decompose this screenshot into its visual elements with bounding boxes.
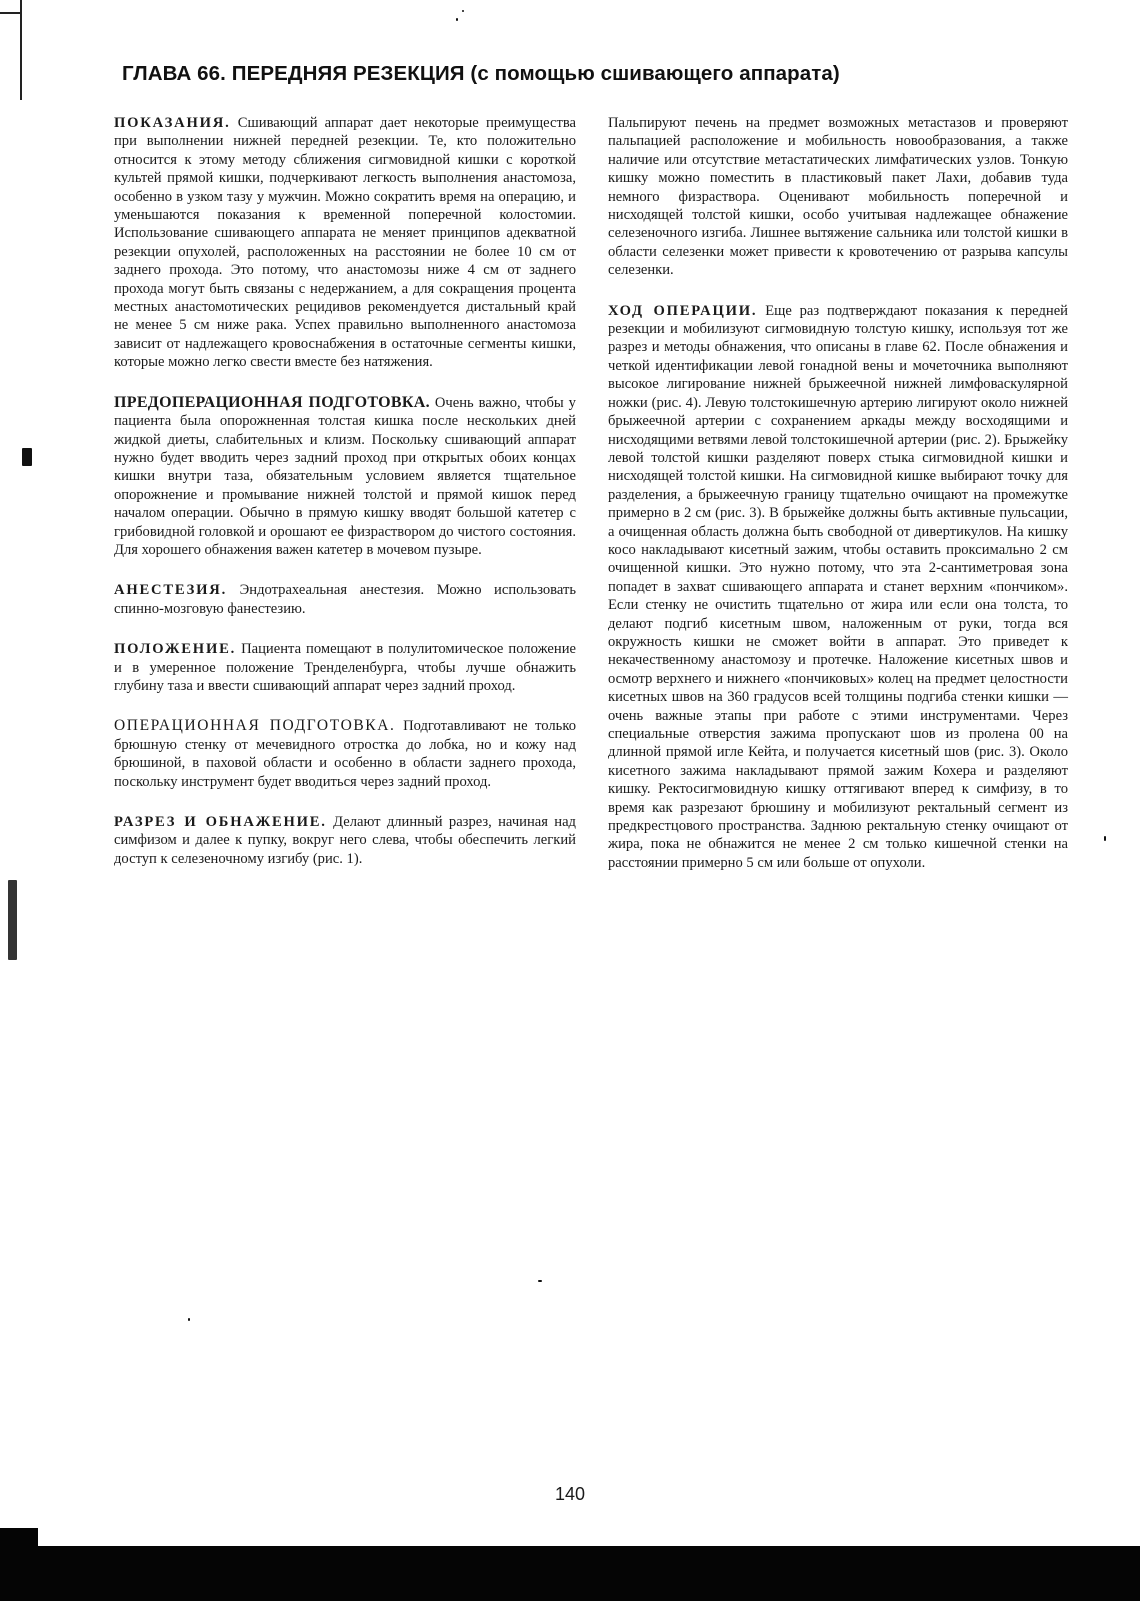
section-heading: ОПЕРАЦИОННАЯ ПОДГОТОВКА. xyxy=(114,717,396,735)
scan-speck xyxy=(538,1280,542,1282)
section-heading: ПОКАЗАНИЯ. xyxy=(114,115,231,131)
scan-border-notch xyxy=(0,1528,38,1548)
scan-speck xyxy=(462,10,464,12)
section-op-prep xyxy=(114,717,576,791)
section-text: Пальпируют печень на предмет возможных метастазов и проверяют пальпацией расположение и мобильность новообразования, а также наличие или отсутствие метастатических лимфатических узлов. Тонкую кишку можно поместить в пластиковый пакет Лахи, добавив туда немного физраствора. Оценивают мобильность поперечной и нисходящей толстой кишки, особо учитывая надлежащее обнажение селезеночного изгиба. Лишнее вытяжение сальника или толстой кишки в области селезенки может привести к кровотечению от разрыва капсулы селезенки. xyxy=(608,115,1068,279)
section-text: Подготавливают не только брюшную стенку от мечевидного отростка до лобка, но и кожу над брюшиной, в паховой области и особенно в области заднего прохода, поскольку инструмент будет вводиться через задний проход. xyxy=(114,718,576,790)
section-procedure xyxy=(608,302,1068,873)
section-text: Эндотрахеальная анестезия. Можно использовать спинно-мозговую фанестезию. xyxy=(114,582,576,617)
section-palpation xyxy=(608,114,1068,280)
section-text: Еще раз подтверждают показания к передней резекции и мобилизуют сигмовидную толстую кишку, используя тот же разрез и методы обнажения, что описаны в главе 62. После обнажения и четкой идентификации левой гонадной вены и мочеточника выполняют высокое лигирование нижней брыжеечной нижней лимфоваскулярной ножки (рис. 4). Левую толстокишечную артерию лигируют около нижней брыжеечной артерии с сохранением аркады между восходящими и нисходящими ветвями левой толстокишечной артерии (рис. 2). Брыжейку левой толстой кишки разделяют поверх стыка сигмовидной кишки и нисходящей толстой кишки. На сигмовидной кишке выбирают точку для разделения, а брыжеечную границу тщательно очищают на промежутке примерно в 2 см (рис. 3). В брыжейке должны быть активные пульсации, а очищенная область должна быть свободной от дивертикулов. На кишку косо накладывают кисетный зажим, чтобы оставить проксимально 2 см очищенной кишки. Это нужно потому, что эта 2-сантиметровая зона попадет в захват сшивающего аппарата и станет верхним «пончиком». Если стенку не очистить тщательно от жира или если она толста, то делают подгиб кисетным швом, наложенным от руки, тогда вся окружность кишки не сможет войти в аппарат. Это приведет к некачественному анастомозу и протечке. Наложение кисетных швов и осмотр верхнего и нижнего «пончиковых» колец на предмет целостности кисетных швов на 360 градусов всей толщины подгиба стенки кишки — очень важные этапы при работе с этими инструментами. Через специальные отверстия зажима пропускают шов из пролена 00 на длинной прямой игле Кейта, и получается кисетный шов (рис. 3). Около кисетного зажима накладывают прямой зажим Кохера и разделяют кишку. Ректосигмовидную кишку оттягивают вперед к симфизу, в то время как разрезают брюшину и мобилизуют ректальный сегмент из предкрестцового пространства. Заднюю ректальную стенку очищают от жира, пока не обнажится не менее 2 см только кишечной стенки на расстоянии примерно 5 см или больше от опухоли. xyxy=(608,302,1068,871)
left-column xyxy=(114,114,576,868)
scan-edge-mark-top xyxy=(0,12,22,14)
scan-speck xyxy=(8,880,17,960)
section-anesthesia xyxy=(114,581,576,618)
section-text: Делают длинный разрез, начиная над симфизом и далее к пупку, вокруг него слева, чтобы обеспечить легкий доступ к селезеночному изгибу (рис. 1). xyxy=(114,814,576,867)
section-heading: РАЗРЕЗ И ОБНАЖЕНИЕ. xyxy=(114,814,327,830)
scan-speck xyxy=(456,18,458,21)
right-column xyxy=(608,114,1068,872)
section-text: Пациента помещают в полулитомическое положение и в умеренное положение Тренделенбурга, чтобы лучше обнажить глубину таза и ввести сшивающий аппарат через задний проход. xyxy=(114,641,576,694)
scan-edge-mark xyxy=(20,0,22,100)
section-indications xyxy=(114,114,576,372)
scan-speck xyxy=(1104,836,1106,841)
section-heading: ПРЕДОПЕРАЦИОННАЯ ПОДГОТОВКА. xyxy=(114,393,430,411)
section-heading: ХОД ОПЕРАЦИИ. xyxy=(608,302,758,319)
section-incision xyxy=(114,813,576,868)
scan-speck xyxy=(22,448,32,466)
section-heading: ПОЛОЖЕНИЕ. xyxy=(114,641,237,658)
page-number: 140 xyxy=(554,1484,586,1504)
section-position xyxy=(114,640,576,695)
section-preop xyxy=(114,394,576,560)
section-heading: АНЕСТЕЗИЯ. xyxy=(114,582,228,599)
chapter-title: ГЛАВА 66. ПЕРЕДНЯЯ РЕЗЕКЦИЯ (с помощью сшивающего аппарата) xyxy=(122,62,840,85)
scan-border-bottom xyxy=(0,1546,1140,1601)
scan-speck xyxy=(188,1318,190,1321)
section-text: Очень важно, чтобы у пациента была опорожненная толстая кишка после нескольких дней жидкой диеты, слабительных и клизм. Поскольку сшивающий аппарат нужно будет вводить через задний проход при открытых обоих концах кишки внутри таза, обязательным условием является тщательное опорожнение и промывание нижней толстой и прямой кишок перед началом операции. Обычно в прямую кишку вводят большой катетер с грибовидной головкой и орошают ее физраствором до чистого состояния. Для хорошего обнажения важен катетер в мочевом пузыре. xyxy=(114,394,576,558)
section-text: Сшивающий аппарат дает некоторые преимущества при выполнении нижней передней резекции. Те, кто положительно относится к этому методу сближения сигмовидной кишки с короткой культей прямой кишки, подчеркивают легкость выполнения анастомоза, особенно в узком тазу у мужчин. Можно сократить время на операцию, и уменьшаются показания к временной поперечной колостомии. Использование сшивающего аппарата не меняет принципов адекватной резекции опухолей, расположенных на расстоянии не более 10 см от заднего прохода. Это потому, что анастомозы ниже 4 см от заднего прохода могут быть связаны с недержанием, а для сокращения процента местных анастомотических рецидивов рекомендуется дистальный край не менее 5 см ниже рака. Успех правильно выполненного анастомоза зависит от надлежащего кровоснабжения в остаточные сегменты кишки, которые можно легко свести вместе без натяжения. xyxy=(114,115,576,371)
